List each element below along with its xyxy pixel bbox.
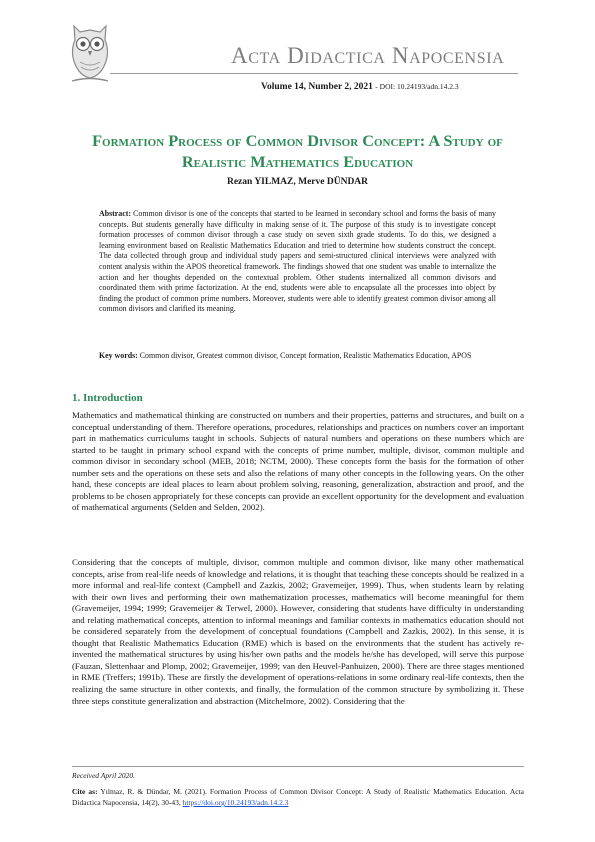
cite-label: Cite as:: [72, 787, 98, 796]
keywords-text: Common divisor, Greatest common divisor, Concept formation, Realistic Mathematics Education, APOS: [139, 351, 472, 360]
doi-link[interactable]: https://doi.org/10.24193/adn.14.2.3: [182, 798, 289, 807]
abstract: [99, 209, 496, 315]
article-title: Formation Process of Common Divisor Concept: A Study of Realistic Mathematics Education: [92, 131, 503, 171]
abstract-label: Abstract:: [99, 209, 131, 218]
body-paragraph: Mathematics and mathematical thinking are constructed on numbers and their properties, patterns and structures, and built on a conceptual understanding of them. Therefore operations, procedures, relationships and practices on numbers cover an important part in mathematics curriculums taught in schools. Subjects of natural numbers and operations on these numbers which are started to be taught in primary school expand with the concepts of prime number, multiple, divisor, common multiple and common divisor in secondary school (MEB, 2018; NCTM, 2000). These concepts form the basis for the formation of other number sets and the operations on these sets and also the relations of many other concepts in the following years. On the other hand, these concepts are ideal places to learn about problem solving, reasoning, generalization, abstraction and proof, and the problems to be chosen appropriately for these concepts can provide an excellent opportunity for the development and evaluation of mathematical arguments (Selden and Selden, 2002).: [72, 410, 524, 513]
header-divider: [110, 73, 518, 74]
doi-text: - DOI: 10.24193/adn.14.2.3: [375, 82, 459, 91]
keywords: [99, 351, 496, 362]
received-date: Received April 2020.: [72, 771, 135, 780]
volume-line: [261, 82, 459, 92]
citation: [72, 786, 524, 808]
author-list: Rezan YILMAZ, Merve DÜNDAR: [226, 177, 369, 187]
owl-logo-icon: [68, 18, 112, 86]
section-heading: 1. Introduction: [72, 392, 143, 404]
keywords-label: Key words:: [99, 351, 138, 360]
cite-text: Yılmaz, R. & Dündar, M. (2021). Formation Process of Common Divisor Concept: A Study of Realistic Mathematics Education. Acta Didactica Napocensia, 14(2), 30-43,: [72, 787, 524, 807]
journal-name: Acta Didactica Napocensia: [231, 43, 505, 68]
body-paragraph: Considering that the concepts of multiple, divisor, common multiple and common divisor, like many other mathematical concepts, arise from real-life needs of knowledge and relations, it is thought that teaching these concepts should be realized in a more informal and real-life context (Campbell and Zazkis, 2002; Gravemeijer, 1999). Thus, when students learn by relating with their own lives and performing their own mathematization processes, mathematics will become meaningful for them (Gravemeijer, 1994; 1999; Gravemeijer & Terwel, 2000). However, considering that students have difficulty in understanding and relating mathematical concepts, attention to informal meanings and familiar contexts in mathematics education should not be considered separately from the development of conceptual foundations (Campbell and Zazkis, 2002). In this sense, it is thought that Realistic Mathematics Education (RME) which is based on the environments that the student has actively re-invented the mathematical structures by using his/her own paths and the models he/she has developed, will serve this purpose (Fauzan, Slettenhaar and Plomp, 2002; Gravemeijer, 1999; van den Heuvel-Panhuizen, 2000). There are three stages mentioned in RME (Treffers; 1991b). These are firstly the development of operations-relations in some ordinary real-life contexts, then the realizing the same structure in other contexts, and finally, the formulation of the common structure by symbolizing it. These three steps constitute generalization and abstraction (Mitchelmore, 2002). Considering that the: [72, 557, 524, 706]
volume-issue: Volume 14, Number 2, 2021: [261, 82, 373, 92]
footer-divider: [72, 766, 524, 767]
abstract-text: Common divisor is one of the concepts that started to be learned in secondary school and forms the basis of many concepts. But students generally have difficulty in making sense of it. The purpose of this study is to investigate concept formation processes of common divisor through a case study on seven sixth grade students. To do this, we designed a learning environment based on Realistic Mathematics Education and tried to determine how students construct the concept. The data collected through group and individual study papers and semi-structured clinical interviews were analyzed with content analysis within the APOS theoretical framework. The findings showed that one student was unable to internalize the action and her thoughts depended on the contextual problem. Other students internalized all common divisors and coordinated them with prime factorization. At the end, students were able to encapsulate all the processes into object by finding the product of common prime numbers. Moreover, students were able to identify greatest common divisor among all common divisors and clarified its meaning.: [99, 209, 496, 314]
